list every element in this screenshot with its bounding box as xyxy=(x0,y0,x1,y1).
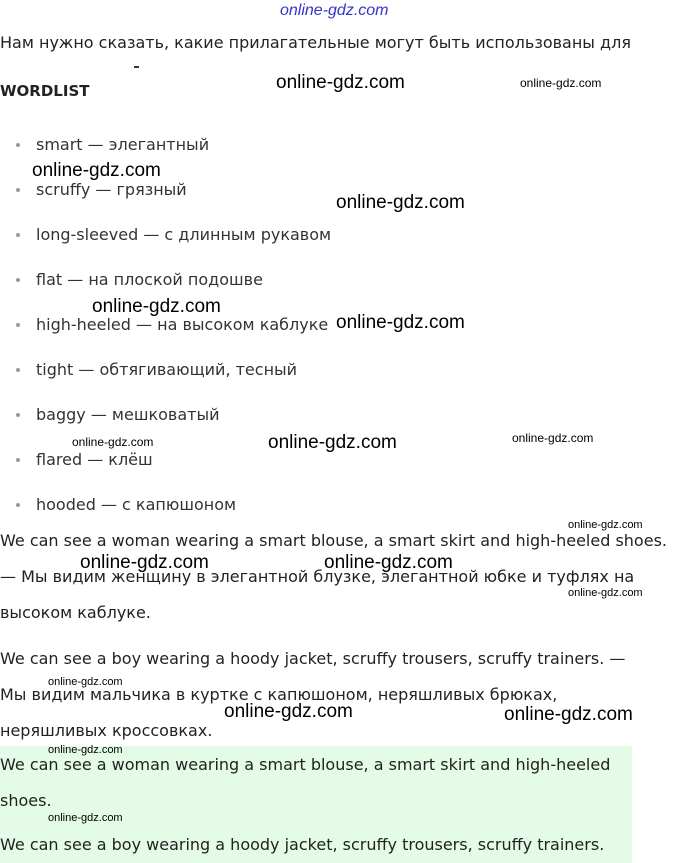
answer-woman: We can see a woman wearing a smart blouse, a smart skirt and high-heeled shoes. xyxy=(0,755,611,810)
bullet-icon xyxy=(16,188,20,192)
watermark: online-gdz.com xyxy=(512,431,594,445)
watermark: online-gdz.com xyxy=(336,312,465,333)
paragraph-boy: We can see a boy wearing a hoody jacket, scruffy trousers, scruffy trainers. — Мы видим мальчика в куртке с капюшоном, неряшливых брюках, неряшливых кроссовках. xyxy=(0,649,626,740)
list-item-text: baggy — мешковатый xyxy=(36,405,220,424)
paragraph-woman: We can see a woman wearing a smart blouse, a smart skirt and high-heeled shoes. — Мы видим женщину в элегантной блузке, элегантной юбке и туфлях на высоком каблуке. xyxy=(0,531,667,622)
watermark: online-gdz.com xyxy=(504,704,633,725)
list-item-text: scruffy — грязный xyxy=(36,180,187,199)
bullet-icon xyxy=(16,368,20,372)
watermark: online-gdz.com xyxy=(92,296,221,317)
wordlist-heading: WORDLIST xyxy=(0,82,90,100)
watermark: online-gdz.com xyxy=(80,552,209,573)
bullet-icon xyxy=(16,413,20,417)
watermark: online-gdz.com xyxy=(568,519,643,531)
bullet-icon xyxy=(16,143,20,147)
watermark: online-gdz.com xyxy=(324,552,453,573)
list-item-text: flat — на плоской подошве xyxy=(36,270,263,289)
watermark: online-gdz.com xyxy=(336,192,465,213)
bullet-icon xyxy=(16,278,20,282)
watermark: online-gdz.com xyxy=(48,676,123,688)
list-item-text: tight — обтягивающий, тесный xyxy=(36,360,298,379)
watermark: online-gdz.com xyxy=(224,701,353,722)
watermark: online-gdz.com xyxy=(48,744,123,756)
watermark-top: online-gdz.com xyxy=(280,2,389,19)
list-item-text: smart — элегантный xyxy=(36,135,210,154)
intro-text: Нам нужно сказать, какие прилагательные могут быть использованы для xyxy=(0,33,631,52)
watermark: online-gdz.com xyxy=(268,432,397,453)
watermark: online-gdz.com xyxy=(48,812,123,824)
watermark: online-gdz.com xyxy=(72,435,154,449)
watermark: online-gdz.com xyxy=(276,72,405,93)
answer-boy: We can see a boy wearing a hoody jacket, scruffy trousers, scruffy trainers. xyxy=(0,835,605,854)
watermark: online-gdz.com xyxy=(520,76,602,90)
watermark: online-gdz.com xyxy=(568,587,643,599)
intro-cut-fragment xyxy=(134,66,139,72)
bullet-icon xyxy=(16,323,20,327)
list-item-text: long-sleeved — с длинным рукавом xyxy=(36,225,332,244)
bullet-icon xyxy=(16,503,20,507)
list-item-text: hooded — с капюшоном xyxy=(36,495,237,514)
list-item-text: high-heeled — на высоком каблуке xyxy=(36,315,329,334)
watermark: online-gdz.com xyxy=(32,160,161,181)
bullet-icon xyxy=(16,233,20,237)
list-item-text: flared — клёш xyxy=(36,450,153,469)
bullet-icon xyxy=(16,458,20,462)
